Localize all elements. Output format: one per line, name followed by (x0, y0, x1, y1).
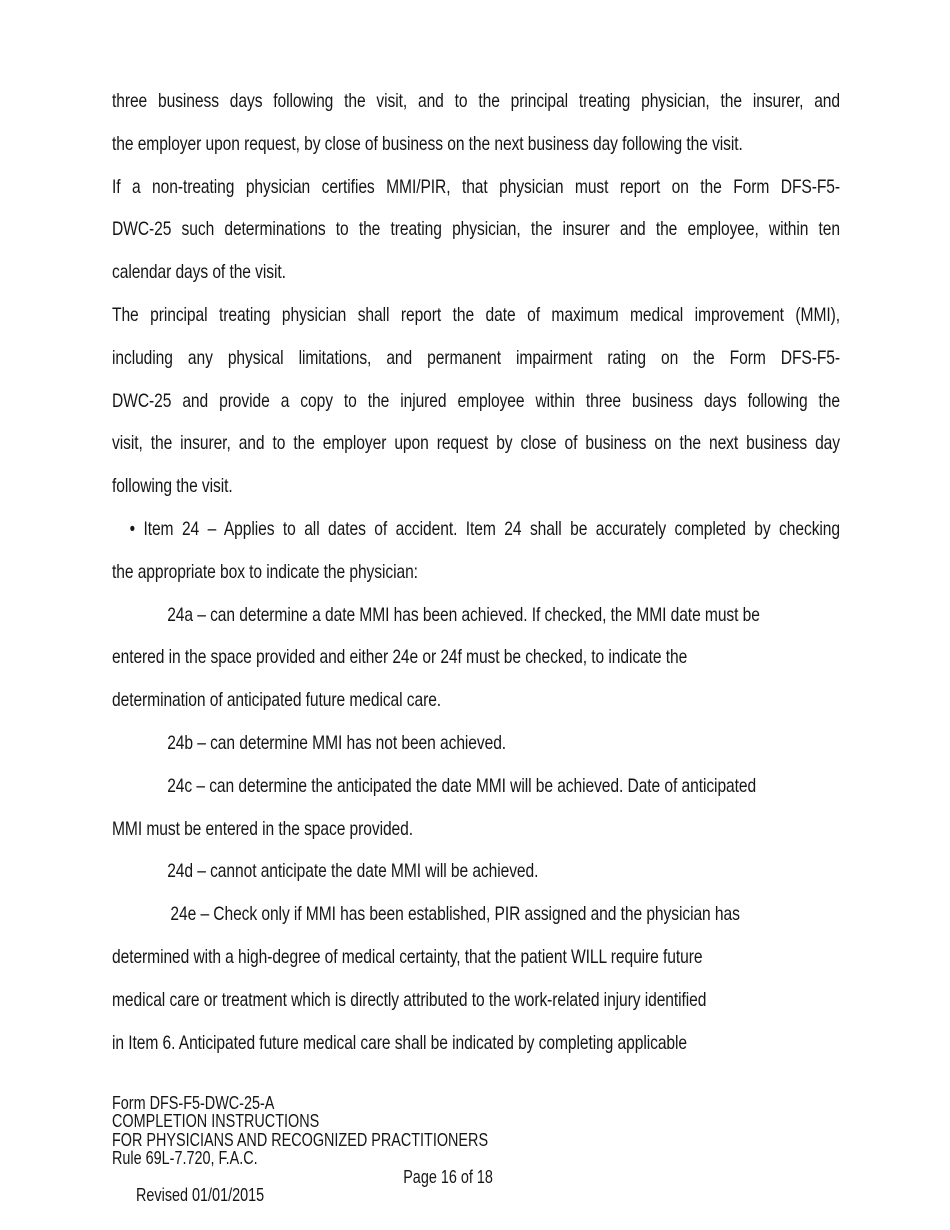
text-line: MMI must be entered in the space provided. (112, 817, 414, 840)
text-line: DWC-25 and provide a copy to the injured employee within three business days following the (112, 389, 840, 412)
text-line: including any physical limitations, and permanent impairment rating on the Form DFS-F5- (112, 346, 840, 369)
footer-form-number: Form DFS-F5-DWC-25-A (112, 1093, 275, 1113)
footer-bottom-row (112, 1166, 840, 1205)
text-line: The principal treating physician shall report the date of maximum medical improvement (MMI), (112, 303, 840, 326)
text-line: 24e – Check only if MMI has been established, PIR assigned and the physician has (170, 903, 740, 926)
footer-completion-instructions: COMPLETION INSTRUCTIONS (112, 1111, 320, 1132)
document-body (112, 80, 840, 1064)
text-line: calendar days of the visit. (112, 261, 286, 284)
text-line: determination of anticipated future medical care. (112, 689, 442, 712)
text-line: 24d – cannot anticipate the date MMI will be achieved. (167, 860, 539, 883)
text-line: medical care or treatment which is directly attributed to the work-related injury identified (112, 988, 707, 1011)
text-line: in Item 6. Anticipated future medical care shall be indicated by completing applicable (112, 1031, 687, 1054)
text-line: • Item 24 – Applies to all dates of accident. Item 24 shall be accurately completed by checking (129, 517, 840, 540)
text-line: visit, the insurer, and to the employer upon request by close of business on the next business day (112, 432, 840, 455)
text-line: the appropriate box to indicate the physician: (112, 560, 418, 583)
footer-page-indicator: Page 16 of 18 (403, 1166, 493, 1187)
text-line: following the visit. (112, 475, 233, 498)
footer-revised-date: Revised 01/01/2015 (136, 1184, 265, 1205)
text-line: 24b – can determine MMI has not been achieved. (167, 731, 507, 754)
footer-practitioners-line: FOR PHYSICIANS AND RECOGNIZED PRACTITIONERS (112, 1129, 489, 1150)
text-line: 24c – can determine the anticipated the date MMI will be achieved. Date of anticipated (167, 774, 757, 797)
text-line: DWC-25 such determinations to the treating physician, the insurer and the employee, within ten (112, 218, 840, 241)
text-line: If a non-treating physician certifies MMI/PIR, that physician must report on the Form DFS-F5- (112, 175, 840, 198)
text-line: the employer upon request, by close of business on the next business day following the visit. (112, 132, 743, 155)
text-line: 24a – can determine a date MMI has been achieved. If checked, the MMI date must be (167, 603, 760, 626)
footer-rule-number: Rule 69L-7.720, F.A.C. (112, 1148, 258, 1169)
text-line: entered in the space provided and either 24e or 24f must be checked, to indicate the (112, 646, 688, 669)
text-line: three business days following the visit, and to the principal treating physician, the insurer, and (112, 90, 840, 112)
page-footer (112, 1093, 840, 1205)
text-line: determined with a high-degree of medical certainty, that the patient WILL require future (112, 945, 703, 968)
